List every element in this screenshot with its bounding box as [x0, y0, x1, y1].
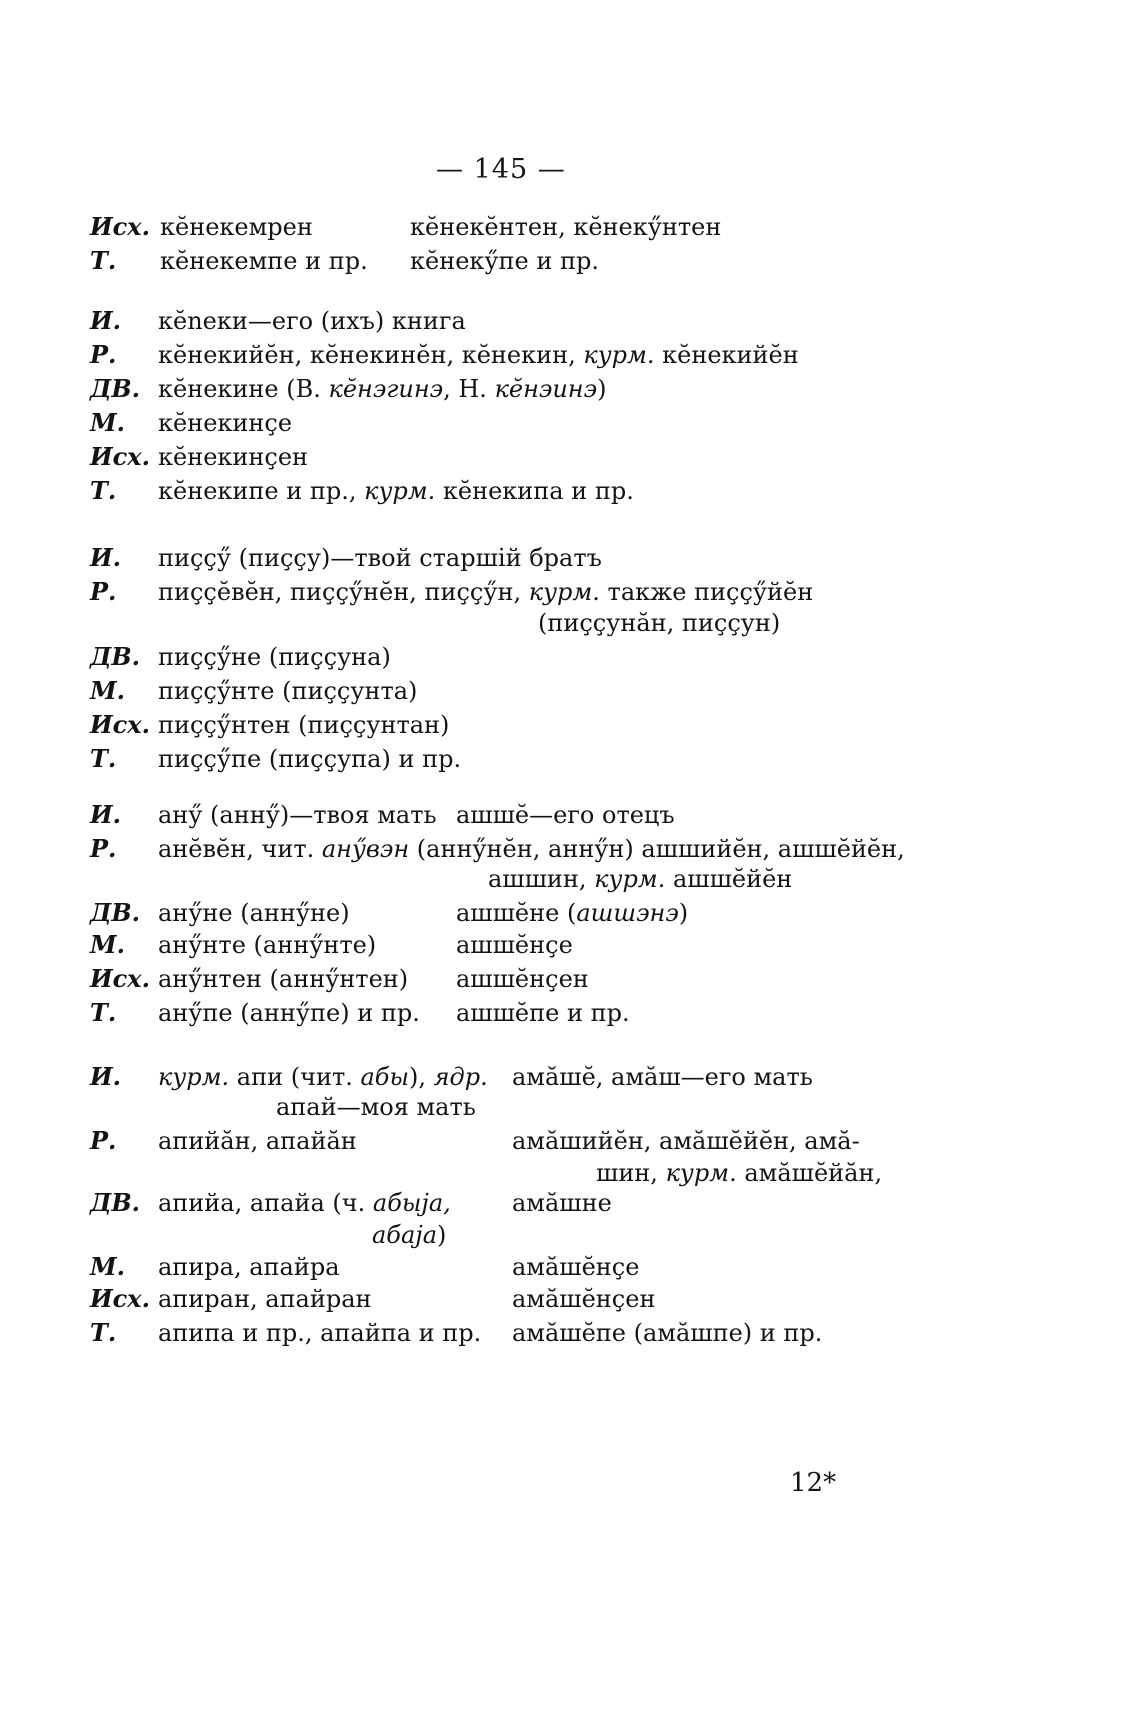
text-run: анӳпе (аннӳпе) и пр. [158, 999, 420, 1027]
text-run: ашшĕпе и пр. [456, 999, 630, 1027]
page-number: — 145 — [436, 154, 566, 185]
case-label: Р. [90, 1126, 117, 1155]
form-text [158, 442, 308, 472]
case-label: Исх. [90, 212, 150, 241]
text-run: ашшин, [488, 865, 595, 893]
text-run: кĕнекинҫе [158, 409, 293, 437]
text-run: апийа, апайа (ч. [158, 1189, 373, 1217]
form-text [160, 246, 368, 276]
text-run: шин, [596, 1159, 666, 1187]
text-run: пиҫҫӳне (пиҫҫуна) [158, 643, 391, 671]
text-run: пиҫҫĕвĕн, пиҫҫӳнĕн, пиҫҫӳн, [158, 578, 529, 606]
form-text-second-column [512, 1126, 860, 1156]
form-text [158, 676, 417, 706]
text-run: ядр. [433, 1063, 488, 1091]
form-text [158, 964, 408, 994]
form-text [158, 408, 292, 438]
text-run: амăшĕпе (амăшпе) и пр. [512, 1319, 823, 1347]
form-text-second-column [456, 898, 688, 928]
form-text [158, 374, 606, 404]
form-text-second-column [456, 964, 589, 994]
form-text-second-column [456, 998, 630, 1028]
case-label: ДВ. [90, 374, 140, 403]
form-text [158, 930, 376, 960]
text-run: курм. [528, 578, 600, 606]
text-run: кĕнэинэ [494, 375, 598, 403]
text-run: ашшĕ—его отецъ [456, 801, 675, 829]
case-label: Исх. [90, 1284, 150, 1313]
case-label: ДВ. [90, 642, 140, 671]
text-run: курм. [594, 865, 666, 893]
text-run: анӳвэн [321, 835, 410, 863]
text-run: ашшĕнҫен [456, 965, 589, 993]
text-run: абы [360, 1063, 409, 1091]
case-label: ДВ. [90, 1188, 140, 1217]
case-label: Т. [90, 246, 117, 275]
text-run: кĕнекĕнтен, кĕнекӳнтен [410, 213, 722, 241]
text-run: амăшийĕн, амăшĕйĕн, амă- [512, 1127, 860, 1155]
text-run: курм. [583, 341, 655, 369]
text-run: кĕнекинҫен [158, 443, 309, 471]
form-text [158, 998, 420, 1028]
text-run: амăшне [512, 1189, 612, 1217]
form-text [538, 608, 780, 638]
form-text-second-column [410, 212, 721, 242]
form-text [158, 1188, 451, 1218]
signature-mark: 12* [790, 1468, 837, 1498]
case-label: И. [90, 1062, 122, 1091]
form-text [488, 864, 792, 894]
text-run: (пиҫҫунăн, пиҫҫун) [538, 609, 781, 637]
form-text-second-column [456, 930, 573, 960]
form-text [158, 306, 466, 336]
text-run: апи (чит. [229, 1063, 361, 1091]
form-text [158, 1318, 481, 1348]
form-text [158, 800, 437, 830]
text-run: амăшĕйăн, [736, 1159, 883, 1187]
text-run: курм. [364, 477, 436, 505]
case-label: Р. [90, 577, 117, 606]
form-text [158, 642, 391, 672]
text-run: ашшĕйĕн [665, 865, 793, 893]
text-run: ашшĕне ( [456, 899, 577, 927]
text-run: кĕнекийĕн [654, 341, 799, 369]
case-label: И. [90, 543, 122, 572]
case-label: Т. [90, 476, 117, 505]
case-label: Т. [90, 1318, 117, 1347]
form-text [158, 1126, 357, 1156]
form-text [276, 1092, 476, 1122]
text-run: кĕнекине (В. [158, 375, 329, 403]
text-run: анĕвĕн, чит. [158, 835, 322, 863]
text-run: кĕнекийĕн, кĕнекинĕн, кĕнекин, [158, 341, 584, 369]
text-run: анӳне (аннӳне) [158, 899, 350, 927]
case-label: Т. [90, 998, 117, 1027]
case-label: Р. [90, 834, 117, 863]
text-run: пиҫҫӳпе (пиҫҫупа) и пр. [158, 745, 462, 773]
text-run: ашшэнэ [576, 899, 679, 927]
text-run: ) [678, 899, 689, 927]
case-label: Т. [90, 744, 117, 773]
form-text [158, 744, 461, 774]
case-label: Р. [90, 340, 117, 369]
case-label: И. [90, 306, 122, 335]
form-text [158, 834, 905, 864]
text-run: кĕнекемпе и пр. [160, 247, 368, 275]
case-label: Исх. [90, 710, 150, 739]
text-run: амăшĕнҫен [512, 1285, 656, 1313]
form-text-second-column [512, 1318, 822, 1348]
form-text [158, 340, 799, 370]
form-text [158, 543, 602, 573]
text-run: абыја, [372, 1189, 451, 1217]
text-run: пиҫҫӳнте (пиҫҫунта) [158, 677, 418, 705]
case-label: И. [90, 800, 122, 829]
text-run: курм. [665, 1159, 737, 1187]
text-run: также пиҫҫӳйĕн [599, 578, 814, 606]
text-run: кĕneки—его (ихъ) книга [158, 307, 466, 335]
text-run: анӳ (аннӳ)—твоя мать [158, 801, 437, 829]
text-run: ) [597, 375, 607, 403]
form-text [160, 212, 313, 242]
text-run: кĕнекипа и пр. [435, 477, 634, 505]
text-run: пиҫҫӳнтен (пиҫҫунтан) [158, 711, 450, 739]
text-run: анӳнте (аннӳнте) [158, 931, 377, 959]
form-text-second-column [512, 1062, 813, 1092]
text-run: апиран, апайран [158, 1285, 372, 1313]
text-run: амăшĕ, амăш—его мать [512, 1063, 813, 1091]
form-text [372, 1220, 446, 1250]
case-label: Исх. [90, 442, 150, 471]
text-run: кĕнекемрен [160, 213, 313, 241]
form-text [158, 898, 350, 928]
form-text [158, 577, 813, 607]
case-label: ДВ. [90, 898, 140, 927]
form-text [158, 1284, 372, 1314]
case-label: М. [90, 1252, 125, 1281]
text-run: амăшĕнҫе [512, 1253, 640, 1281]
text-run: апийăн, апайăн [158, 1127, 357, 1155]
text-run: анӳнтен (аннӳнтен) [158, 965, 409, 993]
text-run: апира, апайра [158, 1253, 340, 1281]
text-run: , Н. [443, 375, 495, 403]
text-run: ашшĕнҫе [456, 931, 573, 959]
form-text-second-column [512, 1252, 639, 1282]
form-text-second-column [512, 1188, 612, 1218]
form-text-second-column [456, 800, 675, 830]
form-text [158, 710, 449, 740]
case-label: М. [90, 676, 125, 705]
text-run: ) [437, 1221, 447, 1249]
text-run: курм. [158, 1063, 230, 1091]
form-text [158, 1062, 488, 1092]
text-run: (аннӳнĕн, аннӳн) ашшийĕн, ашшĕйĕн, [409, 835, 905, 863]
text-run: кĕнэгинэ [328, 375, 444, 403]
text-run: кĕнекӳпе и пр. [410, 247, 599, 275]
text-run: абаја [372, 1221, 438, 1249]
case-label: М. [90, 930, 125, 959]
form-text-second-column [512, 1284, 655, 1314]
case-label: Исх. [90, 964, 150, 993]
text-run: пиҫҫӳ (пиҫҫу)—твой старшій братъ [158, 544, 602, 572]
text-run: апай—моя мать [276, 1093, 476, 1121]
text-run: кĕнекипе и пр., [158, 477, 365, 505]
case-label: М. [90, 408, 125, 437]
form-text [158, 1252, 340, 1282]
text-run: апипа и пр., апайпа и пр. [158, 1319, 482, 1347]
form-text [158, 476, 634, 506]
text-run: ), [409, 1063, 434, 1091]
form-text-second-column [410, 246, 599, 276]
form-text [596, 1158, 882, 1188]
